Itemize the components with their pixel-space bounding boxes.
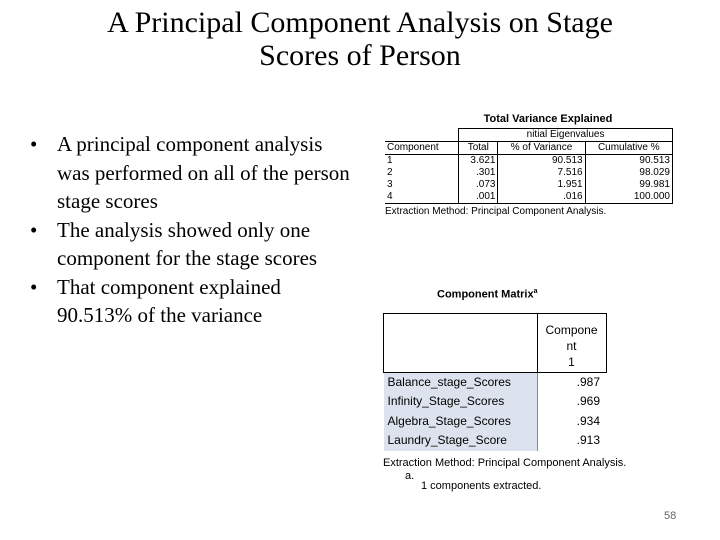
row-value: .987 [576,374,600,389]
component-matrix-title-text: Component Matrix [437,288,534,301]
total-variance-table [385,128,673,204]
slide-title [0,6,720,72]
table-cell: 98.029 [585,167,672,179]
table-cell: 3 [387,179,393,190]
table-cell: 99.981 [585,179,672,191]
bullet-item: • The analysis showed only one component for the stage scores [30,216,350,273]
bullet-list [30,130,350,330]
table-cell: 100.000 [585,191,672,204]
column-header [537,313,606,372]
table-row [385,191,673,204]
table-cell: .073 [459,179,498,191]
component-matrix-title [437,288,683,301]
table-cell: 1 [387,155,393,166]
bullet-item: • That component explained 90.513% of the variance [30,273,350,330]
table-row [385,167,673,179]
group-header: nitial Eigenvalues [459,129,673,142]
column-header: Total [459,142,498,155]
component-matrix-footnote: Extraction Method: Principal Component Analysis. [383,456,627,469]
component-matrix-note-marker: a. [405,469,415,482]
table-cell: 3.621 [459,155,498,168]
row-label: Laundry_Stage_Score [384,431,538,451]
table-cell: 90.513 [498,155,585,168]
component-matrix-title-sup: a [533,288,538,295]
column-header-label: Compone nt [545,322,598,353]
table-cell: 90.513 [585,155,672,168]
table-row [385,155,673,168]
table-cell: .301 [459,167,498,179]
table-row [384,431,607,451]
table-cell: 7.516 [498,167,585,179]
table-row [384,392,607,412]
row-label: Infinity_Stage_Scores [384,392,538,412]
row-label: Balance_stage_Scores [384,372,538,392]
table-cell: .016 [498,191,585,204]
column-subheader: 1 [568,354,575,369]
component-matrix-note: 1 components extracted. [421,479,542,492]
total-variance-title: Total Variance Explained [483,113,613,125]
slide-title-line-1: A Principal Component Analysis on Stage [107,6,613,39]
table-cell: 2 [387,167,393,178]
total-variance-table-block [385,113,685,217]
total-variance-footnote: Extraction Method: Principal Component Analysis. [385,206,607,217]
table-cell: 4 [385,191,459,204]
bullet-item: • A principal component analysis was performed on all of the person stage scores [30,130,350,216]
table-row [384,372,607,392]
page-number: 58 [664,510,677,522]
row-value: .934 [576,413,600,428]
row-label: Algebra_Stage_Scores [384,412,538,432]
table-corner-cell [384,313,538,372]
table-row [384,412,607,432]
table-cell: 1.951 [498,179,585,191]
row-value: .969 [576,394,600,409]
table-cell: .001 [459,191,498,204]
column-header: Component [385,142,459,155]
component-matrix-table [383,313,607,451]
column-header: Cumulative % [585,142,672,155]
column-header: % of Variance [498,142,585,155]
row-value: .913 [576,433,600,448]
table-corner-cell [385,129,459,142]
slide-title-line-2: Scores of Person [259,39,461,72]
table-row [385,179,673,191]
component-matrix-block [383,288,683,493]
